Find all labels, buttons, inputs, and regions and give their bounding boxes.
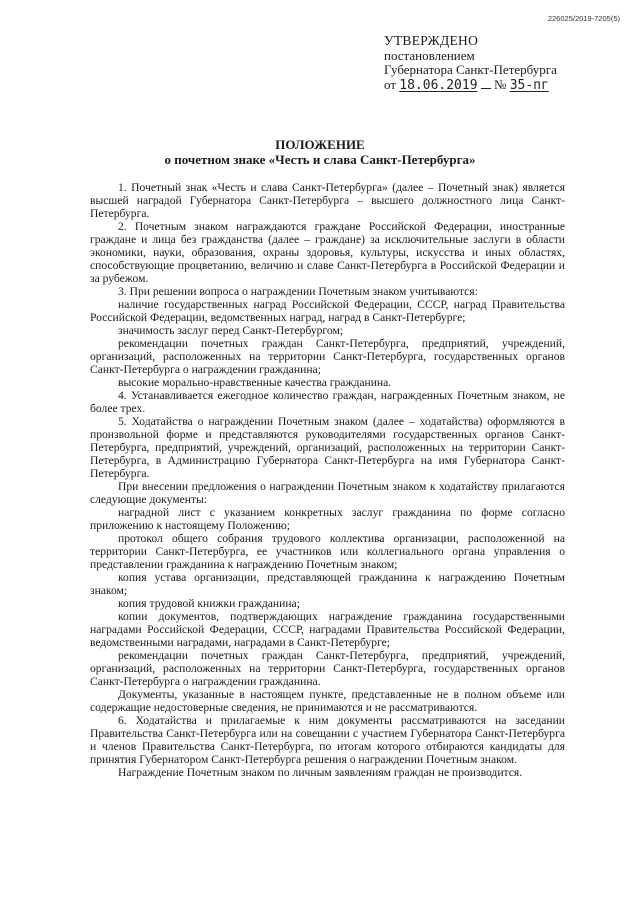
paragraph: Документы, указанные в настоящем пункте, представленные не в полном объеме или содержащие недостоверные сведения, не принимаются и не рассматриваются.: [90, 688, 565, 714]
date-underline: [481, 88, 491, 89]
paragraph: 4. Устанавливается ежегодное количество граждан, награжденных Почетным знаком, не более трех.: [90, 389, 565, 415]
document-title: ПОЛОЖЕНИЕ: [275, 137, 365, 152]
paragraph: копия устава организации, представляющей гражданина к награждению Почетным знаком;: [90, 571, 565, 597]
paragraph: высокие морально-нравственные качества гражданина.: [118, 376, 392, 389]
paragraph: рекомендации почетных граждан Санкт-Петербурга, предприятий, учреждений, организаций, расположенных на территории Санкт-Петербурга, государственных органов Санкт-Петербурга о награждении гражданина.: [90, 649, 565, 688]
document-subtitle: о почетном знаке «Честь и слава Санкт-Петербурга»: [164, 152, 476, 167]
paragraph: наличие государственных наград Российской Федерации, СССР, наград Правительства Российской Федерации, ведомственных наград, наград в Санкт-Петербурге;: [90, 298, 565, 324]
paragraph: 3. При решении вопроса о награждении Почетным знаком учитываются:: [118, 285, 478, 298]
document-body: [90, 181, 565, 779]
number-prefix: №: [494, 76, 507, 92]
paragraph: копии документов, подтверждающих награждение гражданина государственными наградами Российской Федерации, СССР, наградами Правительства Российской Федерации, ведомственными наградами, наградами в Санкт-Петербурге;: [90, 610, 565, 649]
approval-line-governor: Губернатора Санкт-Петербурга: [384, 62, 557, 77]
paragraph: 1. Почетный знак «Честь и слава Санкт-Петербурга» (далее – Почетный знак) является высшей наградой Губернатора Санкт-Петербурга – высшего должностного лица Санкт-Петербурга.: [90, 181, 565, 220]
approval-stamp: [384, 34, 624, 93]
paragraph: рекомендации почетных граждан Санкт-Петербурга, предприятий, учреждений, организаций, расположенных на территории Санкт-Петербурга, государственных органов Санкт-Петербурга о награждении гражданина;: [90, 337, 565, 376]
paragraph: 6. Ходатайства и прилагаемые к ним документы рассматриваются на заседании Правительства Санкт-Петербурга или на совещании с участием Губернатора Санкт-Петербурга и членов Правительства Санкт-Петербурга, по итогам которого отбираются кандидаты для принятия Губернатором Санкт-Петербурга решения о награждении Почетным знаком.: [90, 714, 565, 766]
approval-line-resolution: постановлением: [384, 47, 475, 63]
approval-date: 18.06.2019: [399, 77, 478, 93]
paragraph: При внесении предложения о награждении Почетным знаком к ходатайству прилагаются следующие документы:: [90, 480, 565, 506]
paragraph: 5. Ходатайства о награждении Почетным знаком (далее – ходатайства) оформляются в произвольной форме и представляются руководителями государственных органов Санкт-Петербурга, предприятий, учреждений, организаций, расположенных на территории Санкт-Петербурга, в Администрацию Губернатора Санкт-Петербурга на имя Губернатора Санкт-Петербурга.: [90, 415, 565, 480]
paragraph: Награждение Почетным знаком по личным заявлениям граждан не производится.: [118, 766, 523, 779]
document-heading: [0, 137, 640, 167]
approval-number: 35-пг: [509, 77, 549, 93]
approval-date-line: [384, 78, 624, 94]
document-number: 226025/2019-7205(5): [547, 14, 620, 23]
date-prefix: от: [384, 76, 397, 92]
paragraph: наградной лист с указанием конкретных заслуг гражданина по форме согласно приложению к настоящему Положению;: [90, 506, 565, 532]
paragraph: протокол общего собрания трудового коллектива организации, расположенной на территории Санкт-Петербурга, ее участников или коллегиального органа управления о представлении гражданина к награждению Почетным знаком;: [90, 532, 565, 571]
paragraph: копия трудовой книжки гражданина;: [118, 597, 300, 610]
paragraph: 2. Почетным знаком награждаются граждане Российской Федерации, иностранные граждане и лица без гражданства (далее – граждане) за исключительные заслуги в области экономики, науки, образования, охраны здоровья, культуры, искусства и иных областях, способствующие процветанию, величию и славе Санкт-Петербурга в Российской Федерации и за рубежом.: [90, 220, 565, 285]
approval-title: УТВЕРЖДЕНО: [384, 33, 479, 48]
paragraph: значимость заслуг перед Санкт-Петербургом;: [118, 324, 344, 337]
